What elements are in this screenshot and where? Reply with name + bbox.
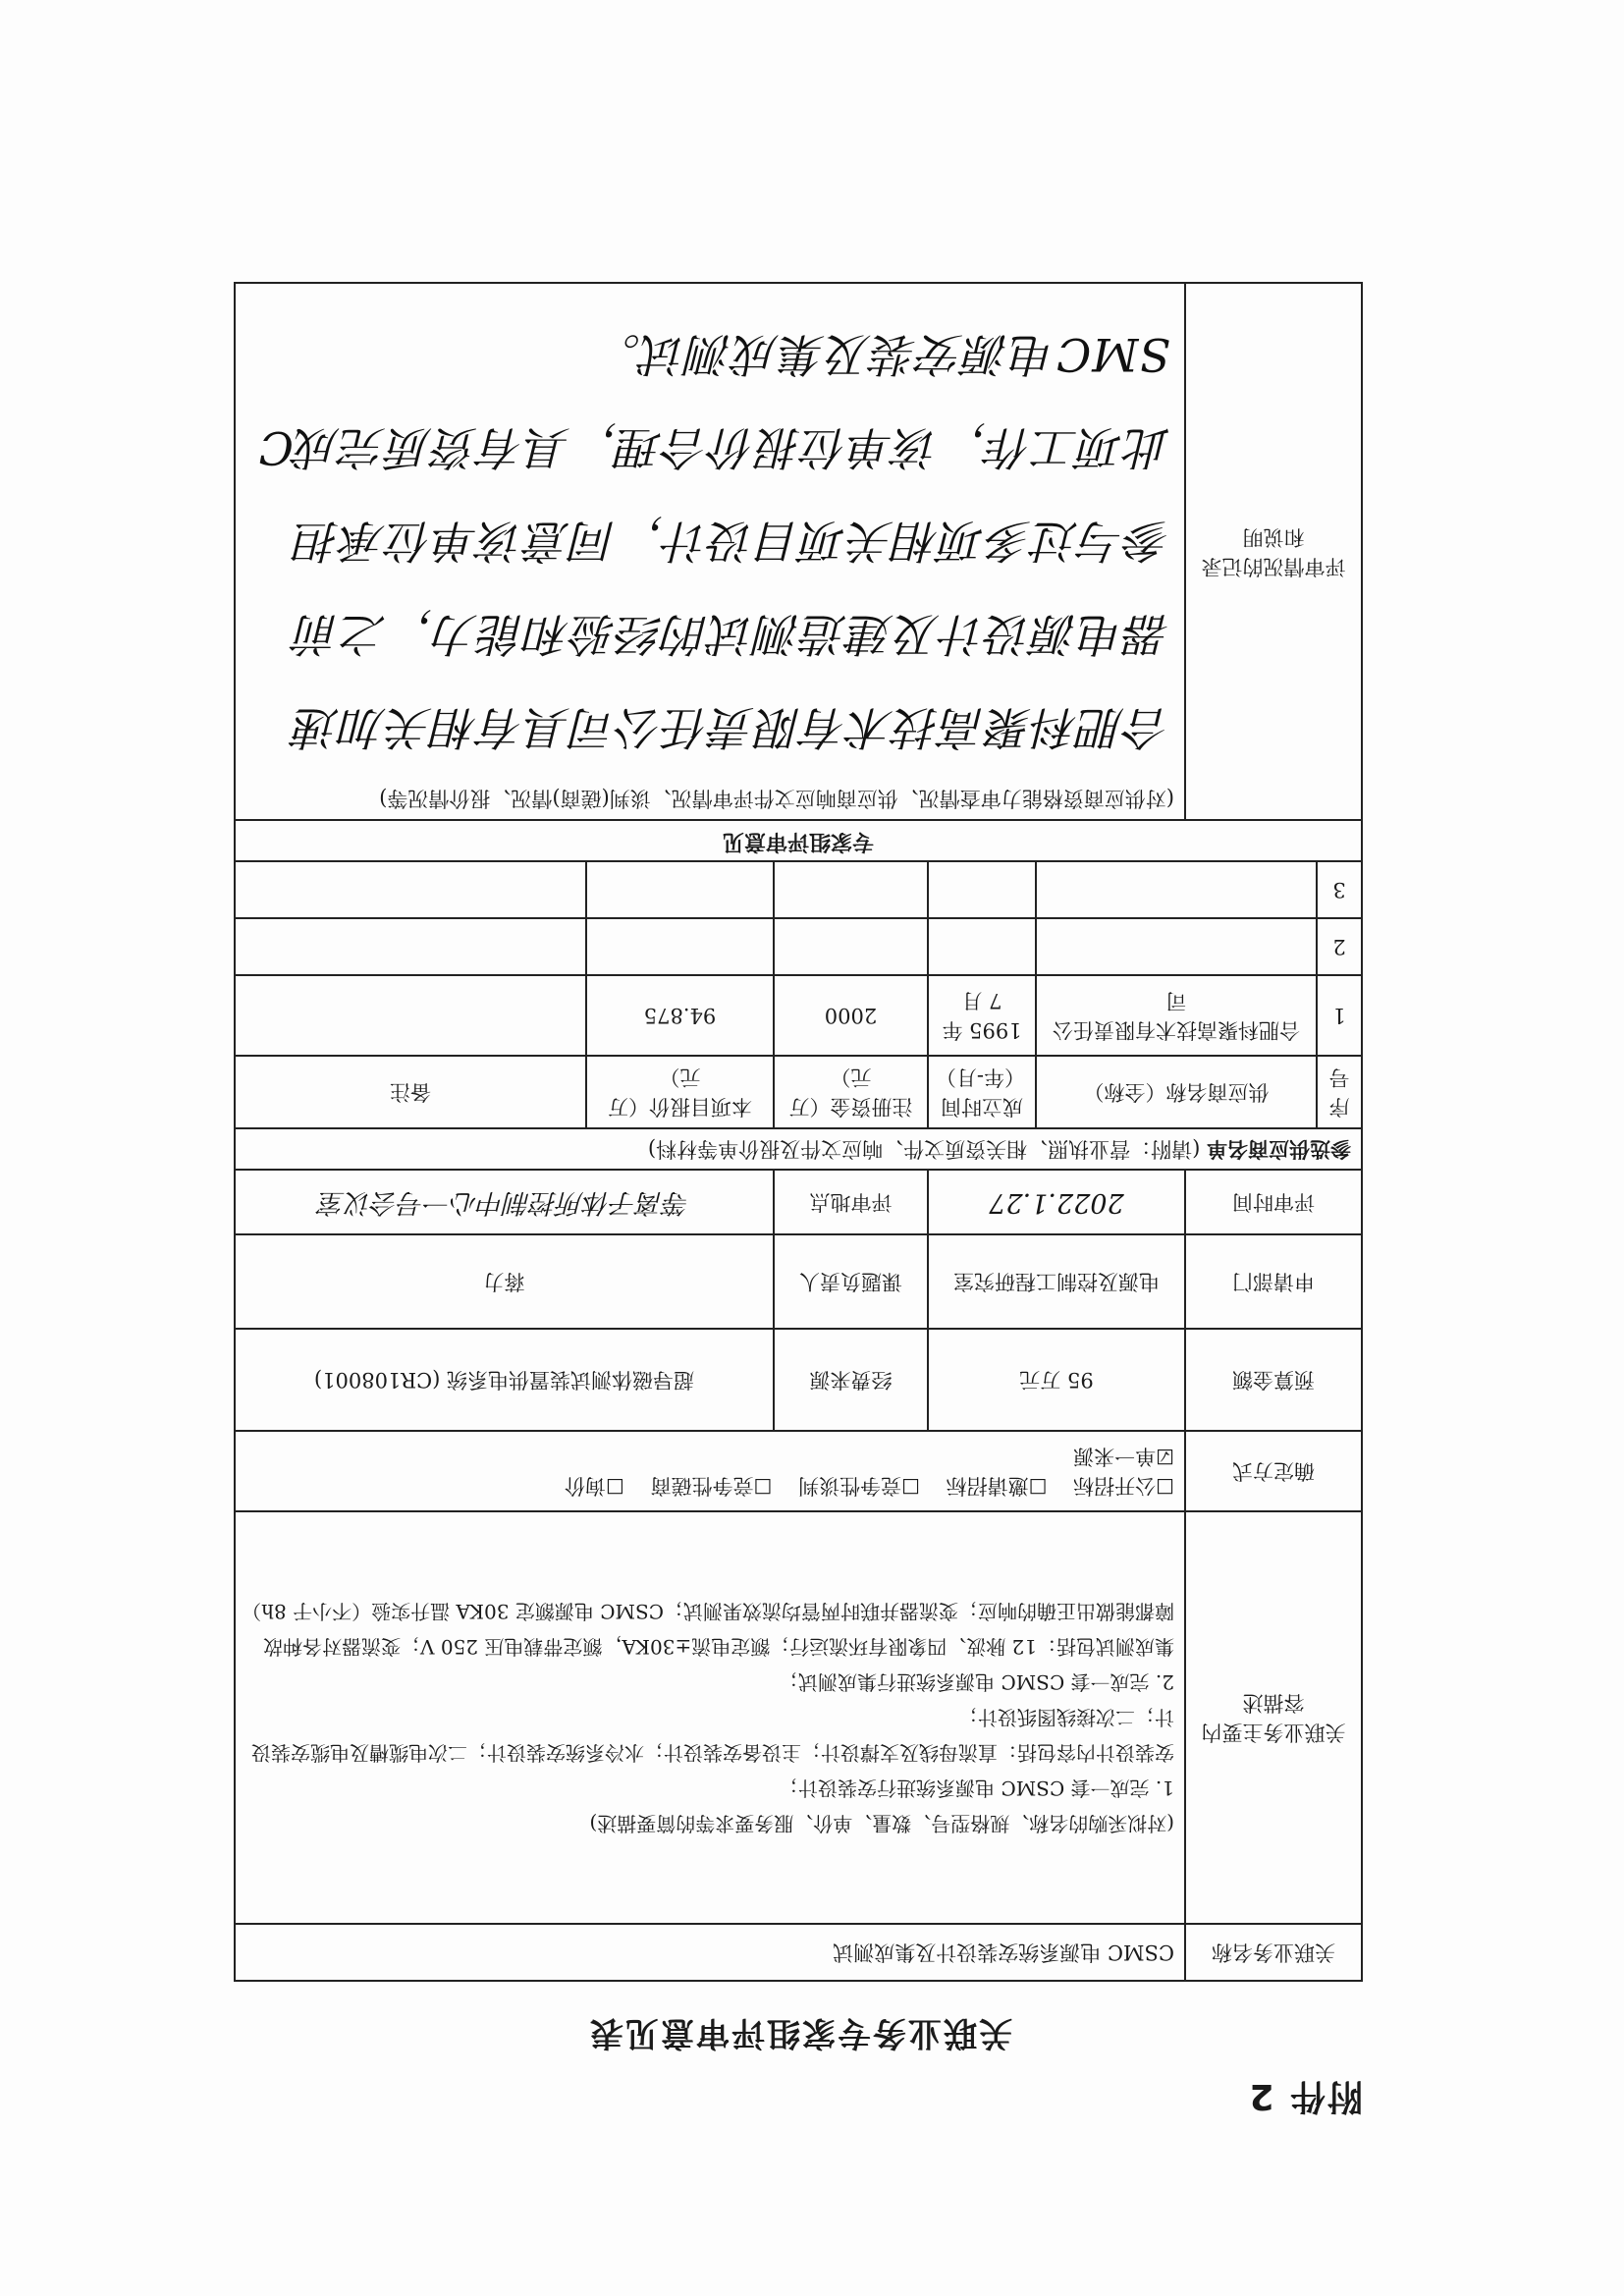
row-business-content [235, 1511, 1362, 1924]
department-value: 电源及控制工程研究室 [928, 1234, 1185, 1329]
row-opinion-section [235, 820, 1362, 861]
row-capital: 2000 [774, 975, 928, 1056]
business-content-item-4: 集成测试包括：12 脉波、四象限有环流运行；额定电流±30KA，额定带载电压 250 V；变流器对各种故障都能做出正确的响应；变流器并联时两管均流效果测试；CSMC 电源额定 30KA 温升实验（不小于 8h） [242, 1600, 1174, 1659]
row-capital [774, 918, 928, 975]
review-form-table [234, 282, 1363, 1982]
method-label: 确定方式 [1185, 1431, 1362, 1511]
project-leader-value: 蒋力 [235, 1234, 774, 1329]
row-no: 1 [1317, 975, 1362, 1056]
opinion-cell [235, 283, 1185, 820]
row-founded [928, 918, 1036, 975]
header-founded: 成立时间（年-月） [928, 1056, 1036, 1128]
review-place-value: 等离子体所控制中心一号会议室 [235, 1170, 774, 1234]
method-option-single-source[interactable]: ☑单一来源 [1073, 1445, 1174, 1468]
row-supplier-name [1036, 861, 1317, 918]
row-price [586, 918, 774, 975]
header-capital: 注册资金（万元） [774, 1056, 928, 1128]
row-no: 2 [1317, 918, 1362, 975]
row-founded [928, 861, 1036, 918]
method-option-invited-tender[interactable]: ☐邀请招标 [946, 1474, 1048, 1499]
row-no: 3 [1317, 861, 1362, 918]
table-row [235, 918, 1362, 975]
opinion-note: (对供应商资格能力审查情况、供应商响应文件评审情况、谈判(磋商)情况、报价情况等) [379, 787, 1174, 811]
opinion-label: 评审情况的记录和说明 [1185, 283, 1362, 820]
business-content-item-2: 安装设计内容包括：直流母线及支撑设计；主设备安装设计；水冷系统安装设计；二次电缆槽及电缆安装设计；二次接线图纸设计； [251, 1706, 1174, 1765]
row-price [586, 861, 774, 918]
row-founded: 1995 年 7 月 [928, 975, 1036, 1056]
method-option-consultation[interactable]: ☐竞争性磋商 [650, 1474, 773, 1499]
business-content-intro: (对拟采购的名称、规格型号、数量、单价、服务要求等的简要描述) [589, 1812, 1174, 1835]
budget-value: 95 万元 [928, 1329, 1185, 1431]
form-title: 关联业务专家组评审意见表 [588, 2013, 1012, 2052]
review-time-label: 评审时间 [1185, 1170, 1362, 1234]
fund-source-value: 超导磁体测试装置供电系统 (CR108001) [235, 1329, 774, 1431]
row-supplier-list-title [235, 1128, 1362, 1170]
header-no: 序号 [1317, 1056, 1362, 1128]
header-remark: 备注 [235, 1056, 586, 1128]
row-remark [235, 918, 586, 975]
method-option-negotiation[interactable]: ☐竞争性谈判 [798, 1474, 920, 1499]
row-remark [235, 975, 586, 1056]
department-label: 申请部门 [1185, 1234, 1362, 1329]
review-place-label: 评审地点 [774, 1170, 928, 1234]
row-remark [235, 861, 586, 918]
row-price: 94.875 [586, 975, 774, 1056]
business-content-cell [235, 1511, 1185, 1924]
method-options [235, 1431, 1185, 1511]
supplier-table-header [235, 1056, 1362, 1128]
row-opinion [235, 283, 1362, 820]
project-leader-label: 课题负责人 [774, 1234, 928, 1329]
row-supplier-name: 合肥科聚高技术有限责任公司 [1036, 975, 1317, 1056]
row-business-name [235, 1924, 1362, 1981]
row-method [235, 1431, 1362, 1511]
supplier-list-title: 参选供应商名单 [1207, 1137, 1351, 1162]
attachment-label: 附件 2 [1247, 2076, 1363, 2116]
business-name-label: 关联业务名称 [1185, 1924, 1362, 1981]
row-capital [774, 861, 928, 918]
table-row [235, 861, 1362, 918]
business-content-item-1: 1. 完成一套 CSMC 电源系统进行安装设计； [779, 1777, 1174, 1800]
business-content-label: 关联业务主要内容描述 [1185, 1511, 1362, 1924]
business-content-item-3: 2. 完成一套 CSMC 电源系统进行集成测试； [779, 1670, 1174, 1694]
header-price: 本项目报价（万元） [586, 1056, 774, 1128]
method-option-inquiry[interactable]: ☐询价 [565, 1474, 624, 1499]
method-option-open-tender[interactable]: ☐公开招标 [1073, 1474, 1174, 1499]
review-time-value: 2022.1.27 [928, 1170, 1185, 1234]
row-budget [235, 1329, 1362, 1431]
budget-label: 预算金额 [1185, 1329, 1362, 1431]
fund-source-label: 经费来源 [774, 1329, 928, 1431]
row-department [235, 1234, 1362, 1329]
row-review-time [235, 1170, 1362, 1234]
table-row [235, 975, 1362, 1056]
row-supplier-name [1036, 918, 1317, 975]
opinion-handwritten: 合肥科聚高技术有限责任公司具有相关加速器电源设计及建造测试的经验和能力，之前参与过多项相关项目设计，同意该单位承担此项工作，该单位报价合理，具有资质完成CSMC电源安装及集成测试。 [257, 328, 1170, 755]
header-supplier-name: 供应商名称（全称） [1036, 1056, 1317, 1128]
business-name-value: CSMC 电源系统安装设计及集成测试 [235, 1924, 1185, 1981]
supplier-list-heading [235, 1128, 1362, 1170]
supplier-list-note: (请附：营业执照、相关资质文件、响应文件及报价单等材料) [647, 1137, 1201, 1162]
opinion-section-title: 专家组评审意见 [235, 820, 1362, 861]
